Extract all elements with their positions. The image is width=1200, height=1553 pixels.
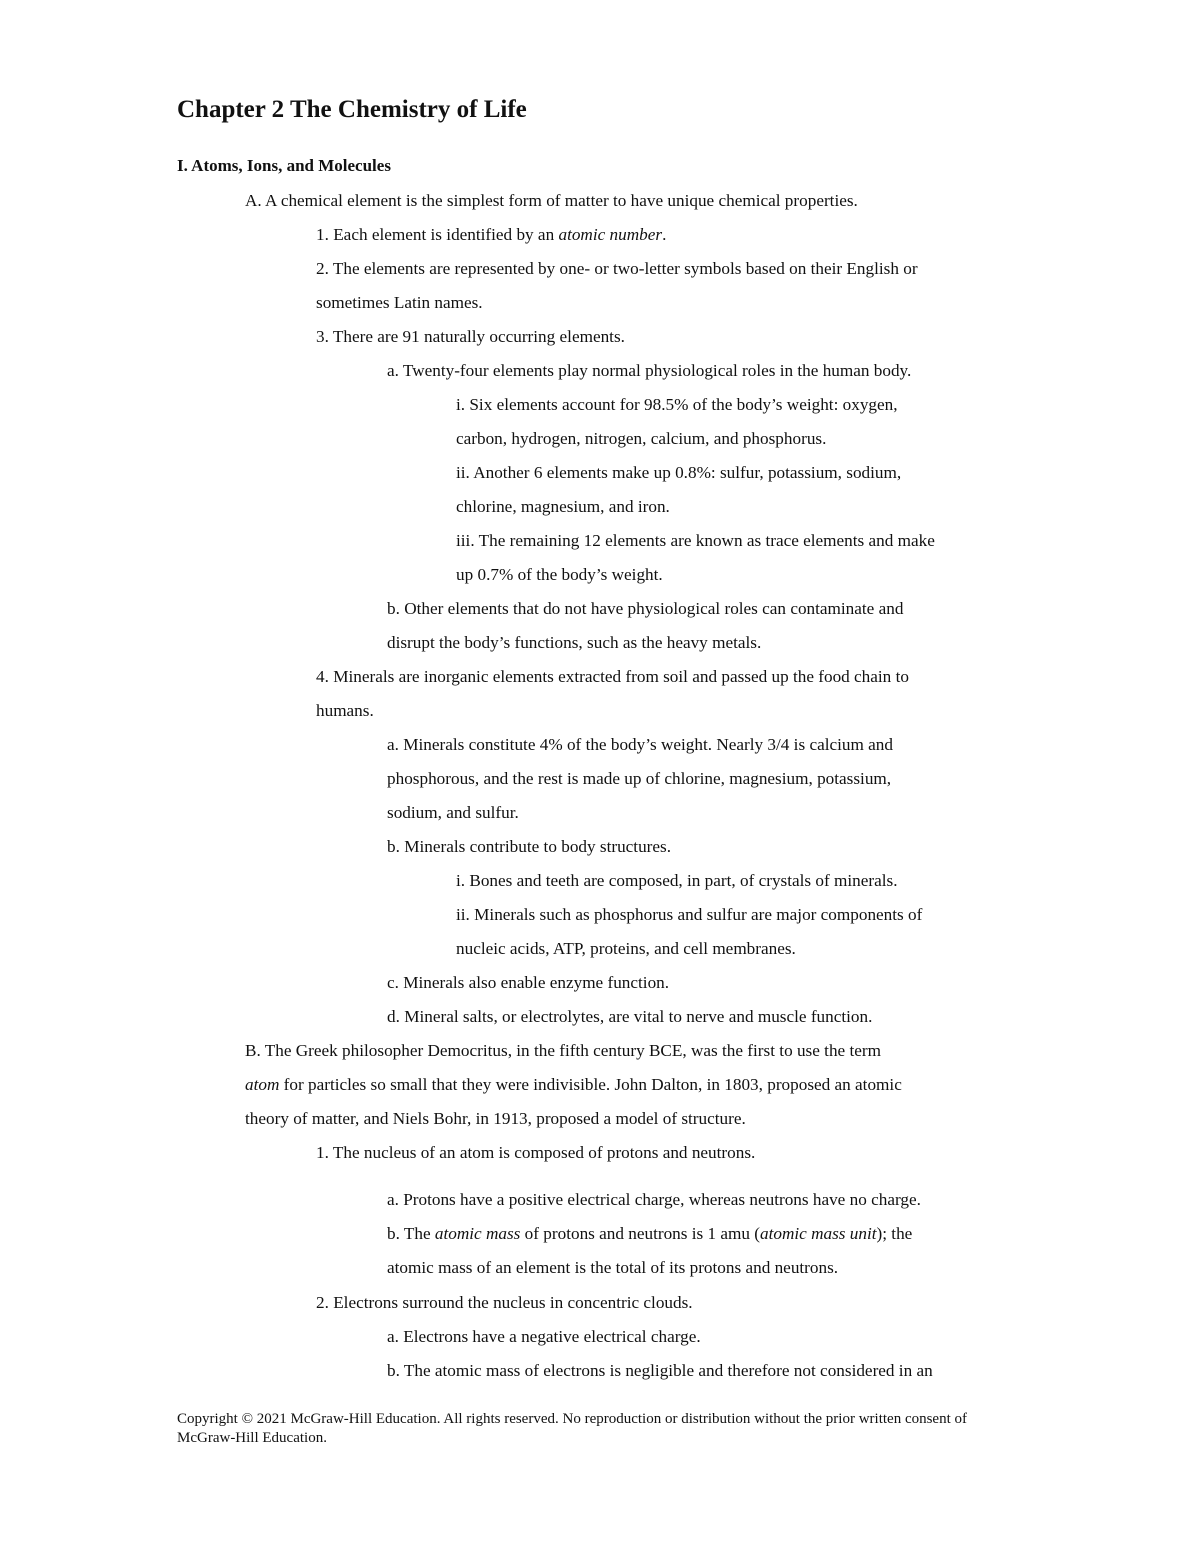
outline-item-A4a: a. Minerals constitute 4% of the body’s weight. Nearly 3/4 is calcium and [387, 735, 893, 754]
outline-item-B2b: b. The atomic mass of electrons is negligible and therefore not considered in an [387, 1361, 933, 1380]
outline-item-A3: 3. There are 91 naturally occurring elements. [316, 327, 625, 346]
outline-item-A3aiii: iii. The remaining 12 elements are known as trace elements and make [456, 531, 935, 550]
term-atomic-mass: atomic mass [434, 1224, 521, 1243]
outline-item-A4bii-cont: nucleic acids, ATP, proteins, and cell membranes. [456, 939, 796, 958]
outline-item-A4a-cont2: sodium, and sulfur. [387, 803, 519, 822]
outline-item-B2a: a. Electrons have a negative electrical charge. [387, 1327, 701, 1346]
outline-item-A4b: b. Minerals contribute to body structures. [387, 837, 672, 856]
outline-item-B1a: a. Protons have a positive electrical charge, whereas neutrons have no charge. [387, 1190, 921, 1209]
outline-item-A2-cont: sometimes Latin names. [316, 293, 483, 312]
outline-item-A4: 4. Minerals are inorganic elements extracted from soil and passed up the food chain to [316, 667, 909, 686]
outline-item-B-cont [245, 1074, 902, 1096]
outline-item-B1: 1. The nucleus of an atom is composed of protons and neutrons. [316, 1143, 756, 1162]
term-atomic-number: atomic number [558, 225, 663, 244]
term-atom: atom [245, 1075, 280, 1094]
page-title: Chapter 2 The Chemistry of Life [177, 96, 527, 123]
outline-item-A3aiii-cont: up 0.7% of the body’s weight. [456, 565, 663, 584]
outline-item-A4a-cont: phosphorous, and the rest is made up of chlorine, magnesium, potassium, [387, 769, 892, 788]
text-run: for particles so small that they were indivisible. John Dalton, in 1803, proposed an atomic [279, 1075, 902, 1094]
outline-item-A3aii-cont: chlorine, magnesium, and iron. [456, 497, 670, 516]
copyright-footer: Copyright © 2021 McGraw-Hill Education. All rights reserved. No reproduction or distribution without the prior written consent of McGraw-Hill Education. [177, 1411, 968, 1446]
outline-item-A3aii: ii. Another 6 elements make up 0.8%: sulfur, potassium, sodium, [456, 463, 902, 482]
outline-item-A3b-cont: disrupt the body’s functions, such as the heavy metals. [387, 633, 762, 652]
section-heading: I. Atoms, Ions, and Molecules [177, 156, 391, 175]
outline-item-B1b [387, 1223, 912, 1245]
text-run: 1. Each element is identified by an [316, 225, 559, 244]
outline-item-A1 [316, 224, 666, 246]
outline-item-A4c: c. Minerals also enable enzyme function. [387, 973, 670, 992]
outline-item-B2: 2. Electrons surround the nucleus in concentric clouds. [316, 1293, 693, 1312]
outline-item-A4bi: i. Bones and teeth are composed, in part, of crystals of minerals. [456, 871, 898, 890]
outline-item-A: A. A chemical element is the simplest form of matter to have unique chemical properties. [245, 191, 858, 210]
text-run: . [662, 225, 667, 244]
outline-item-A3a: a. Twenty-four elements play normal physiological roles in the human body. [387, 361, 912, 380]
outline-item-A4-cont: humans. [316, 701, 374, 720]
text-run: ); the [876, 1224, 913, 1243]
text-run: of protons and neutrons is 1 amu ( [520, 1224, 761, 1243]
outline-item-B: B. The Greek philosopher Democritus, in the fifth century BCE, was the first to use the term [245, 1041, 881, 1060]
outline-item-A3ai: i. Six elements account for 98.5% of the body’s weight: oxygen, [456, 395, 898, 414]
text-run: b. The [387, 1224, 435, 1243]
outline-item-B1b-cont: atomic mass of an element is the total of its protons and neutrons. [387, 1258, 839, 1277]
outline-item-A3b: b. Other elements that do not have physiological roles can contaminate and [387, 599, 904, 618]
term-atomic-mass-unit: atomic mass unit [760, 1224, 877, 1243]
outline-item-A4d: d. Mineral salts, or electrolytes, are vital to nerve and muscle function. [387, 1007, 873, 1026]
outline-item-A3ai-cont: carbon, hydrogen, nitrogen, calcium, and phosphorus. [456, 429, 827, 448]
outline-item-A2: 2. The elements are represented by one- or two-letter symbols based on their English or [316, 259, 918, 278]
outline-item-A4bii: ii. Minerals such as phosphorus and sulfur are major components of [456, 905, 923, 924]
outline-item-B-cont2: theory of matter, and Niels Bohr, in 1913, proposed a model of structure. [245, 1109, 746, 1128]
